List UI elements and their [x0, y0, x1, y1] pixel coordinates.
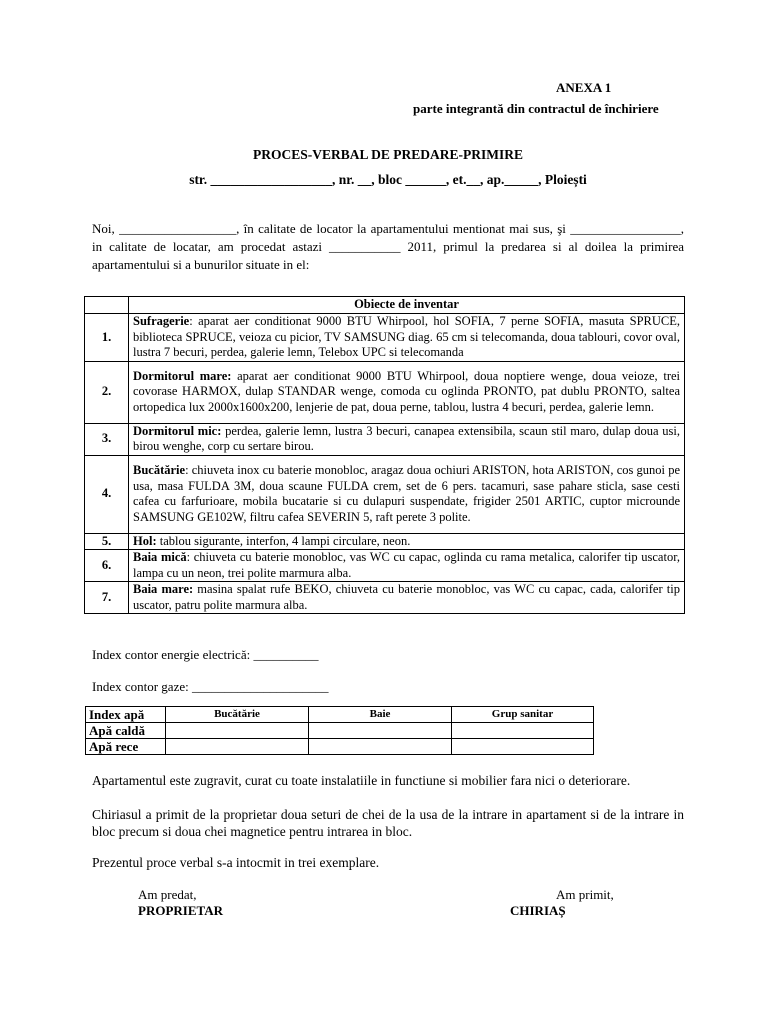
- water-header-toilet: Grup sanitar: [452, 707, 594, 723]
- row-number: 5.: [85, 533, 129, 550]
- water-row-label: Apă caldă: [86, 723, 166, 739]
- inventory-row: [85, 550, 685, 582]
- water-header-kitchen: Bucătărie: [166, 707, 309, 723]
- inventory-header: Obiecte de inventar: [129, 297, 685, 314]
- closing-paragraph-1: Apartamentul este zugravit, curat cu toate instalatiile in functiune si mobilier fara nici o deteriorare.: [92, 773, 631, 788]
- room-name: Dormitorul mic:: [133, 423, 222, 438]
- address-line: str. __________________, nr. __, bloc ______, et.__, ap._____, Ploiești: [189, 172, 587, 187]
- room-name: Baia mică: [133, 550, 187, 564]
- row-description: [129, 314, 685, 362]
- water-index-table: [85, 706, 594, 755]
- water-row-hot: [86, 723, 594, 739]
- water-cell: [452, 723, 594, 739]
- inventory-row: [85, 423, 685, 455]
- row-number: 1.: [85, 314, 129, 362]
- signature-left-label: Am predat,: [138, 887, 197, 902]
- water-cell: [452, 739, 594, 755]
- document-title: PROCES-VERBAL DE PREDARE-PRIMIRE: [252, 147, 524, 162]
- room-items: : chiuveta cu baterie monobloc, vas WC cu capac, oglinda cu rama metalica, calorifer tip uscator, lampa cu un neon, trei polite marmura alba.: [133, 550, 680, 580]
- water-cell: [166, 723, 309, 739]
- inventory-row: [85, 361, 685, 423]
- signature-right-role: CHIRIAȘ: [510, 903, 566, 918]
- row-description: [129, 423, 685, 455]
- row-description: [129, 361, 685, 423]
- room-name: Bucătărie: [133, 463, 186, 477]
- water-cell: [166, 739, 309, 755]
- electric-meter-line: Index contor energie electrică: __________: [92, 647, 319, 662]
- water-header-row: [86, 707, 594, 723]
- water-header-label: Index apă: [86, 707, 166, 723]
- inventory-row: [85, 455, 685, 533]
- room-items: aparat aer conditionat 9000 BTU Whirpool, doua noptiere wenge, doua veioze, trei covorase HARMOX, dulap STANDAR wenge, comoda cu oglinda PRONTO, pat dublu PRONTO, saltea ortopedica lux 2000x1600x200, lenjerie de pat, doua perne, tablou, lustra 4 becuri, perdea, galerie lemn.: [133, 368, 681, 414]
- water-cell: [309, 723, 452, 739]
- room-name: Dormitorul mare:: [133, 368, 232, 383]
- row-number: 6.: [85, 550, 129, 582]
- row-description: [129, 533, 685, 550]
- room-items: : aparat aer conditionat 9000 BTU Whirpool, hol SOFIA, 7 perne SOFIA, masuta SPRUCE, biblioteca SPRUCE, veioza cu picior, TV SAMSUNG diag. 65 cm si telecomanda, doua tablouri, covor oval, lustra 7 becuri, perdea, galerie lemn, Telebox UPC si telecomanda: [133, 314, 680, 359]
- row-description: [129, 455, 685, 533]
- room-items: masina spalat rufe BEKO, chiuveta cu baterie monobloc, vas WC cu capac, cada, calorifer tip uscator, patru polite marmura alba.: [133, 582, 680, 612]
- room-name: Sufragerie: [133, 314, 190, 328]
- water-row-cold: [86, 739, 594, 755]
- annex-subtitle: parte integrantă din contractul de închiriere: [413, 101, 659, 116]
- gas-meter-line: Index contor gaze: _____________________: [92, 679, 329, 694]
- inventory-header-empty: [85, 297, 129, 314]
- intro-paragraph: Noi, __________________, în calitate de locator la apartamentului mentionat mai sus, şi _________________, in calitate de locatar, am procedat astazi ___________ 2011, primul la predarea si al doilea la primirea apartamentului si a bunurilor situate in el:: [92, 221, 684, 272]
- inventory-row: [85, 533, 685, 550]
- row-number: 4.: [85, 455, 129, 533]
- row-number: 7.: [85, 582, 129, 614]
- inventory-row: [85, 314, 685, 362]
- water-row-label: Apă rece: [86, 739, 166, 755]
- signature-right-label: Am primit,: [556, 887, 614, 902]
- row-number: 3.: [85, 423, 129, 455]
- room-items: tablou sigurante, interfon, 4 lampi circulare, neon.: [156, 533, 411, 548]
- row-description: [129, 550, 685, 582]
- water-header-bath: Baie: [309, 707, 452, 723]
- room-items: : chiuveta inox cu baterie monobloc, aragaz doua ochiuri ARISTON, hota ARISTON, cos gunoi pe usa, masa FULDA 3M, doua scaune FULDA crem, set de 6 pers. tacamuri, sase pahare sticla, sase cesti cafea cu farfurioare, mobila bucatarie si cu dulapuri suspendate, frigider 2501 ARTIC, cuptor microunde SAMSUNG GE102W, filtru cafea SEVERIN 5, raft perete 3 polite.: [133, 463, 680, 524]
- annex-label: ANEXA 1: [556, 80, 612, 95]
- closing-paragraph-2: Chiriasul a primit de la proprietar doua seturi de chei de la usa de la intrare in apartament si de la intrare in bloc precum si doua chei magnetice pentru intrarea in bloc.: [92, 807, 684, 839]
- room-name: Baia mare:: [133, 582, 194, 596]
- inventory-header-row: [85, 297, 685, 314]
- closing-paragraph-3: Prezentul proce verbal s-a intocmit in trei exemplare.: [92, 855, 380, 870]
- room-items: perdea, galerie lemn, lustra 3 becuri, canapea extensibila, scaun stil maro, dulap doua usi, birou wenghe, corp cu sertare birou.: [133, 423, 681, 453]
- water-cell: [309, 739, 452, 755]
- signature-left-role: PROPRIETAR: [138, 903, 223, 918]
- inventory-table: [84, 296, 685, 614]
- inventory-row: [85, 582, 685, 614]
- row-description: [129, 582, 685, 614]
- room-name: Hol:: [133, 533, 157, 548]
- row-number: 2.: [85, 361, 129, 423]
